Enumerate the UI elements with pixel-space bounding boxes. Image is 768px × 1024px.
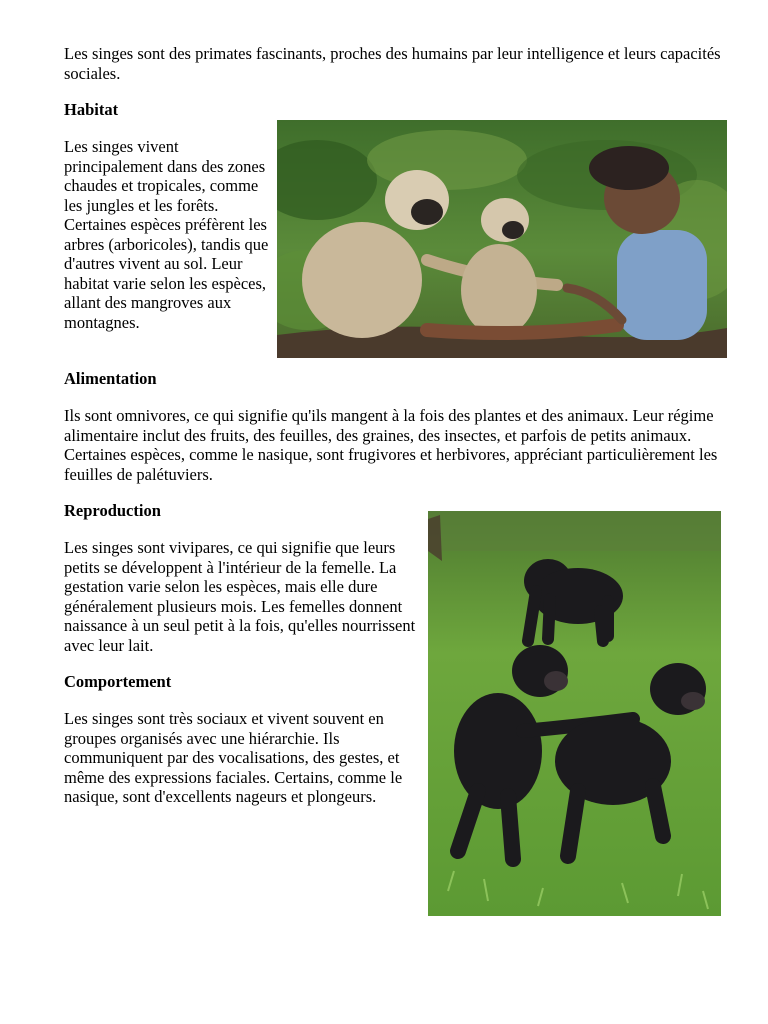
alimentation-paragraph: Ils sont omnivores, ce qui signifie qu'ils mangent à la fois des plantes et des animaux. Leur régime alimentaire inclut des fruits, des feuilles, des graines, des insectes, et parfois de petits animaux. Certaines espèces, comme le nasique, sont frugivores et herbivores, appréciant particulièrement les feuilles de palétuviers. (64, 406, 718, 484)
bonobos-photo (428, 511, 721, 916)
habitat-heading: Habitat (64, 100, 119, 119)
habitat-paragraph: Les singes vivent principalement dans des zones chaudes et tropicales, comme les jungles et les forêts. Certaines espèces préfèrent les arbres (arboricoles), tandis que d'autres vivent au sol. Leur habitat varie selon les espèces, allant des mangroves aux montagnes. (64, 137, 269, 332)
reproduction-heading: Reproduction (64, 501, 161, 520)
comportement-heading: Comportement (64, 672, 172, 691)
comportement-paragraph: Les singes sont très sociaux et vivent souvent en groupes organisés avec une hiérarchie. Ils communiquent par des vocalisations, des gestes, et même des expressions faciales. Certains, comme le nasique, sont d'excellents nageurs et plongeurs. (64, 709, 403, 806)
reproduction-paragraph: Les singes sont vivipares, ce qui signifie que leurs petits se développent à l'intérieur de la femelle. La gestation varie selon les espèces, mais elle dure généralement plusieurs mois. Les femelles donnent naissance à un seul petit à la fois, qu'elles nourrissent avec leur lait. (64, 538, 416, 655)
intro-paragraph: Les singes sont des primates fascinants, proches des humains par leur intelligence et leurs capacités sociales. (64, 44, 721, 83)
langurs-child-photo (277, 120, 727, 358)
alimentation-heading: Alimentation (64, 369, 157, 388)
